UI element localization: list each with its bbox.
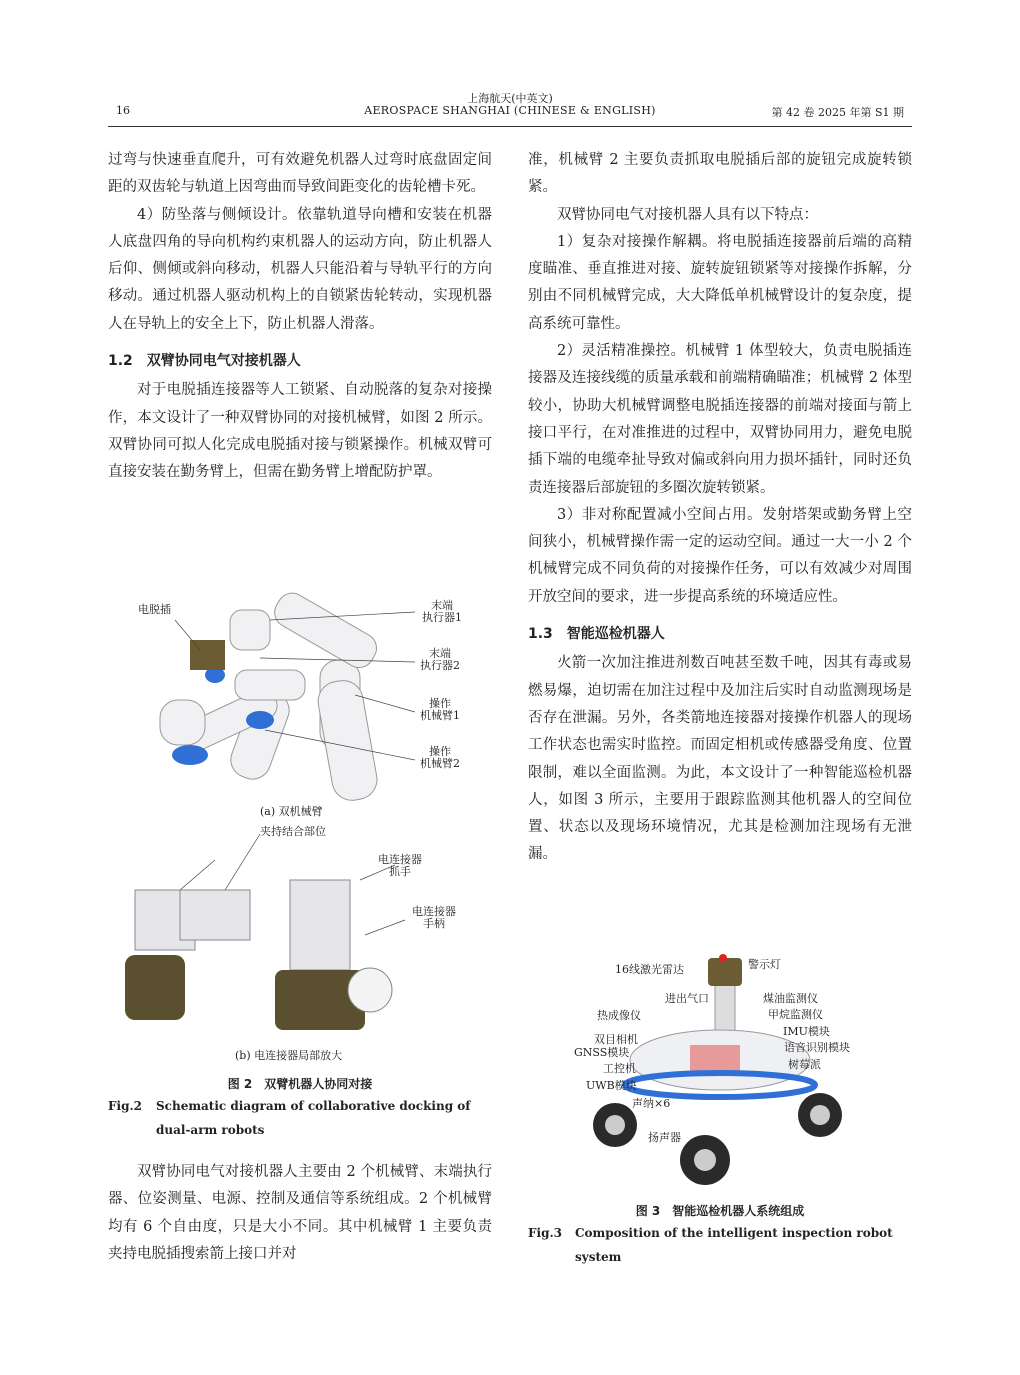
paragraph: 准，机械臂 2 主要负责抓取电脱插后部的旋钮完成旋转锁紧。 (528, 152, 912, 196)
label-voice-module: 语音识别模块 (784, 1041, 850, 1054)
subcaption-b: (b) 电连接器局部放大 (235, 1049, 343, 1062)
paragraph: 2）灵活精准操控。机械臂 1 体型较大，负责电脱插连接器及连接线缆的质量承载和前端精确瞄准；机械臂 2 体型较小，协助大机械臂调整电脱插连接器的前端对接面与箭上接口平行，在对准推进的过程中，双臂协同用力，避免电脱插下端的电缆牵扯导致对偏或斜向用力损坏插针，同时还负责连接器后部旋钮的多圈次旋转锁紧。 (528, 343, 912, 496)
paragraph: 对于电脱插连接器等人工锁紧、自动脱落的复杂对接操作，本文设计了一种双臂协同的对接机械臂，如图 2 所示。双臂协同可拟人化完成电脱插对接与锁紧操作。机械双臂可直接安装在勤务臂上，但需在勤务臂上增配防护罩。 (108, 382, 492, 481)
paragraph: 双臂协同电气对接机器人主要由 2 个机械臂、末端执行器、位姿测量、电源、控制及通信等系统组成。2 个机械臂均有 6 个自由度，只是大小不同。其中机械臂 1 主要负责夹持电脱插搜索箭上接口并对 (108, 1164, 492, 1262)
label-uwb: UWB模块 (586, 1079, 637, 1092)
paragraph: 3）非对称配置减小空间占用。发射塔架或勤务臂上空间狭小，机械臂操作需一定的运动空间。通过一大一小 2 个机械臂完成不同负荷的对接操作任务，可以有效减少对周围开放空间的要求，进一步提高系统的环境适应性。 (528, 506, 912, 605)
label-sonar: 声纳×6 (632, 1097, 671, 1110)
header-rule (108, 126, 912, 127)
label-thermal-imager: 热成像仪 (597, 1009, 641, 1022)
section-heading: 1.3 智能巡检机器人 (528, 626, 665, 643)
issue-info: 第 42 卷 2025 年第 S1 期 (771, 106, 904, 119)
label-kerosene-monitor: 煤油监测仪 (763, 992, 818, 1005)
label-arm-1: 操作 机械臂1 (420, 697, 460, 722)
left-column (108, 147, 492, 487)
label-methane-monitor: 甲烷监测仪 (768, 1008, 823, 1021)
figure-3-caption-en: Composition of the intelligent inspection robot system (575, 1226, 893, 1264)
label-air-vent: 进出气口 (665, 992, 709, 1005)
label-connector-handle: 电连接器 手柄 (412, 905, 456, 930)
paragraph: 过弯与快速垂直爬升，可有效避免机器人过弯时底盘固定间距的双齿轮与轨道上因弯曲而导致间距变化的齿轮槽卡死。 (108, 152, 492, 196)
right-column (528, 147, 912, 869)
figure-3-label-en: Fig.3 (528, 1226, 562, 1240)
label-electrical-plug: 电脱插 (138, 603, 171, 616)
subcaption-a: (a) 双机械臂 (260, 805, 323, 818)
paragraph: 1）复杂对接操作解耦。将电脱插连接器前后端的高精度瞄准、垂直推进对接、旋转旋钮锁紧等对接操作拆解，分别由不同机械臂完成，大大降低单机械臂设计的复杂度，提高系统可靠性。 (528, 233, 912, 332)
label-warning-light: 警示灯 (748, 958, 781, 971)
label-arm-2: 操作 机械臂2 (420, 745, 460, 770)
figure-2 (120, 590, 500, 1080)
figure-2-caption-en: Schematic diagram of collaborative docking of dual-arm robots (156, 1099, 471, 1137)
figure-3 (570, 950, 900, 1190)
label-connector-gripper: 电连接器 抓手 (378, 853, 422, 878)
label-raspberry-pi: 树莓派 (788, 1058, 821, 1071)
label-lidar: 16线激光雷达 (615, 963, 684, 976)
label-end-effector-1: 末端 执行器1 (422, 599, 462, 624)
figure-2-label-en: Fig.2 (108, 1099, 142, 1113)
paragraph: 4）防坠落与侧倾设计。依靠轨道导向槽和安装在机器人底盘四角的导向机构约束机器人的运动方向，防止机器人后仰、侧倾或斜向移动，机器人只能沿着与导轨平行的方向移动。通过机器人驱动机构上的自锁紧齿轮转动，实现机器人在导轨上的安全上下，防止机器人滑落。 (108, 206, 492, 332)
figure-2-caption-cn: 图 2 双臂机器人协同对接 (227, 1077, 373, 1091)
journal-title-cn: 上海航天(中英文) (467, 92, 553, 105)
left-column-bottom (108, 1159, 492, 1268)
paragraph: 双臂协同电气对接机器人具有以下特点： (557, 206, 818, 223)
figure-3-caption-cn: 图 3 智能巡检机器人系统组成 (635, 1204, 805, 1218)
label-ipc: 工控机 (603, 1062, 636, 1075)
label-end-effector-2: 末端 执行器2 (420, 647, 460, 672)
page-number: 16 (116, 104, 130, 117)
journal-title-en: AEROSPACE SHANGHAI (CHINESE & ENGLISH) (364, 104, 656, 117)
section-heading: 1.2 双臂协同电气对接机器人 (108, 353, 301, 370)
paragraph: 火箭一次加注推进剂数百吨甚至数千吨，因其有毒或易燃易爆，迫切需在加注过程中及加注后实时自动监测现场是否存在泄漏。另外，各类箭地连接器对接操作机器人的现场工作状态也需实时监控。而固定相机或传感器受角度、位置限制，难以全面监测。为此，本文设计了一种智能巡检机器人，如图 3 所示，主要用于跟踪监测其他机器人的空间位置、状态以及现场环境情况，尤其是检测加注现场有无泄漏。 (528, 655, 912, 863)
label-gnss: GNSS模块 (574, 1046, 630, 1059)
label-clamp-joint: 夹持结合部位 (260, 825, 326, 838)
label-imu: IMU模块 (783, 1025, 830, 1038)
label-speaker: 扬声器 (648, 1131, 681, 1144)
label-stereo-camera: 双目相机 (594, 1033, 638, 1046)
